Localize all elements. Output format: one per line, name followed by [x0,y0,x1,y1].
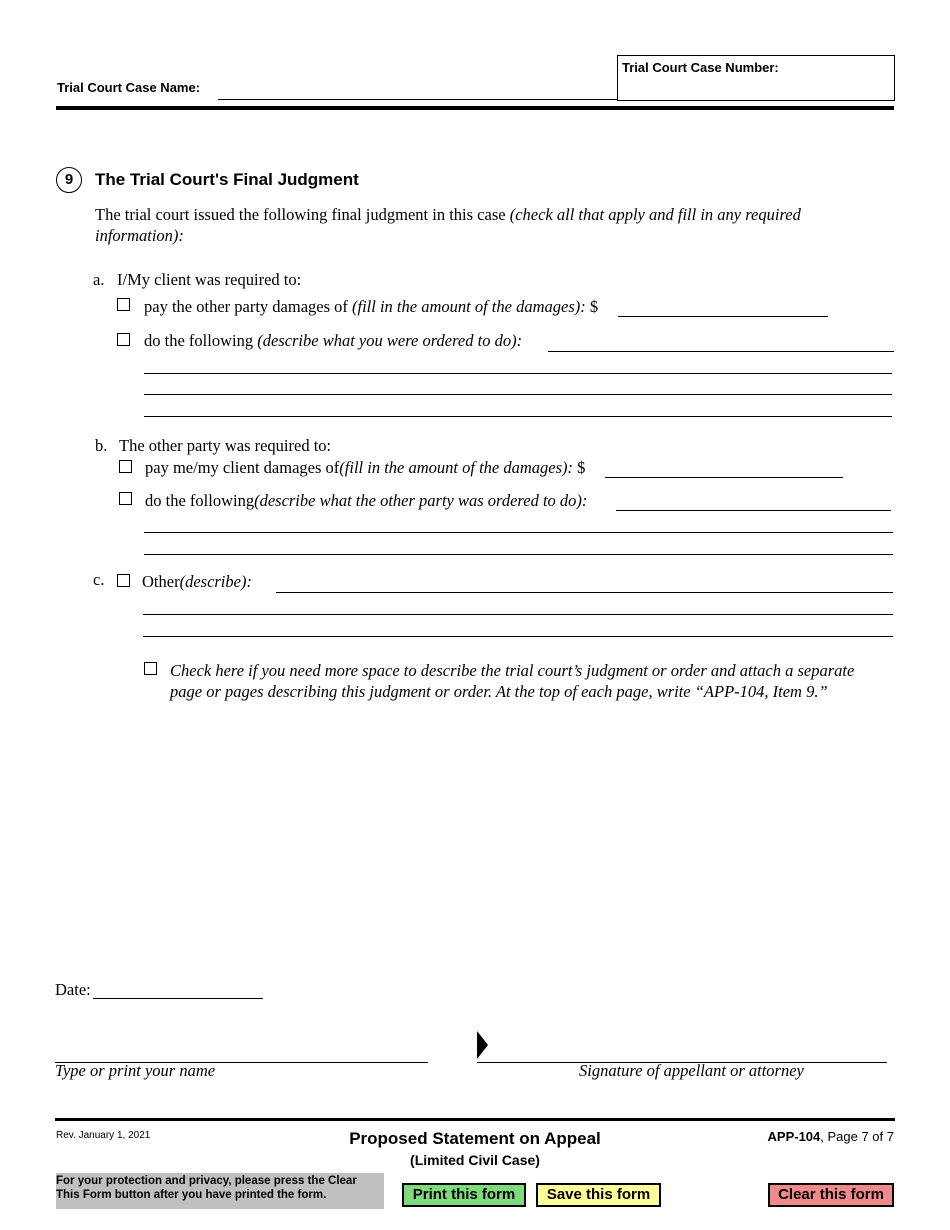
footer-rule [55,1118,895,1121]
item-b-damages-checkbox[interactable] [119,460,132,473]
revision-date: Rev. January 1, 2021 [56,1130,151,1141]
case-number-input[interactable] [622,78,890,98]
item-b-following-input-3[interactable] [144,536,893,555]
item-b-opt1-plain: pay me/my client damages of [145,458,340,477]
privacy-line-2: This Form button after you have printed the form. [56,1189,327,1201]
section-intro [95,204,875,246]
case-name-input[interactable] [218,81,617,100]
form-id: APP-104 [767,1129,821,1144]
clear-form-button[interactable]: Clear this form [768,1183,894,1207]
date-label: Date: [55,980,91,999]
privacy-notice [56,1173,384,1209]
item-c-other-input-1[interactable] [276,574,893,593]
more-space-checkbox[interactable] [144,662,157,675]
item-b-label: The other party was required to: [119,436,332,455]
form-page-info [680,1129,894,1144]
item-b-currency: $ [577,458,586,477]
section-number: 9 [64,171,74,188]
item-a-damages-checkbox[interactable] [117,298,130,311]
header-rule [56,106,894,110]
item-a-following-input-2[interactable] [144,355,892,374]
item-a-currency: $ [589,297,599,316]
date-input[interactable] [93,980,263,999]
intro-italic-1: (check all that apply and fill in any required [509,205,801,224]
more-space-line-2: page or pages describing this judgment or order. At the top of each page, write “APP-104, Item 9.” [170,682,828,701]
item-a-opt1-italic: (fill in the amount of the damages): [352,297,586,316]
item-c-other-input-2[interactable] [143,596,893,615]
item-b-following-input-1[interactable] [616,492,891,511]
print-form-button[interactable]: Print this form [402,1183,526,1207]
item-a-following-input-1[interactable] [548,333,894,352]
intro-plain: The trial court issued the following final judgment in this case [95,205,510,224]
item-c-label-italic: (describe): [179,572,252,591]
case-number-box [617,55,895,101]
form-title: Proposed Statement on Appeal [349,1129,601,1148]
section-number-badge [56,167,82,193]
item-c-other-checkbox[interactable] [117,574,130,587]
item-b-damages-amount-input[interactable] [605,459,843,478]
item-c-other-input-3[interactable] [143,618,893,637]
item-b-following-text [145,491,587,511]
page-number: , Page 7 of 7 [820,1129,894,1144]
item-a-following-text [144,331,522,351]
signature-caption: Signature of appellant or attorney [579,1061,804,1080]
item-a-opt2-plain: do the following [144,331,258,350]
item-a-label: I/My client was required to: [117,270,302,289]
more-space-text [170,660,890,702]
item-a-following-input-4[interactable] [144,398,892,417]
item-c-text [142,572,252,592]
item-a-damages-text [144,297,598,317]
item-b-following-input-2[interactable] [144,514,893,533]
item-a-following-checkbox[interactable] [117,333,130,346]
printed-name-caption: Type or print your name [55,1061,216,1080]
item-a-following-input-3[interactable] [144,376,892,395]
case-number-label: Trial Court Case Number: [622,60,779,75]
item-c-label-plain: Other [142,572,180,591]
section-title: The Trial Court's Final Judgment [95,170,359,189]
item-a-damages-amount-input[interactable] [618,298,828,317]
privacy-line-1: For your protection and privacy, please press the Clear [56,1175,357,1187]
item-b-opt2-italic: (describe what the other party was ordered to do): [254,491,588,510]
item-b-following-checkbox[interactable] [119,492,132,505]
item-b-marker: b. [95,436,108,455]
save-form-button[interactable]: Save this form [536,1183,661,1207]
item-b-opt1-italic: (fill in the amount of the damages): [339,458,573,477]
item-b-opt2-plain: do the following [145,491,255,510]
item-a-marker: a. [93,270,105,289]
case-name-label: Trial Court Case Name: [57,80,201,95]
form-subtitle: (Limited Civil Case) [410,1152,540,1168]
item-a-opt2-italic: (describe what you were ordered to do): [257,331,523,350]
item-a-opt1-plain: pay the other party damages of [144,297,353,316]
item-c-marker: c. [93,570,105,589]
intro-italic-2: information): [95,226,184,245]
item-b-damages-text [145,458,585,478]
more-space-line-1: Check here if you need more space to describe the trial court’s judgment or order and attach a separate [170,661,855,680]
